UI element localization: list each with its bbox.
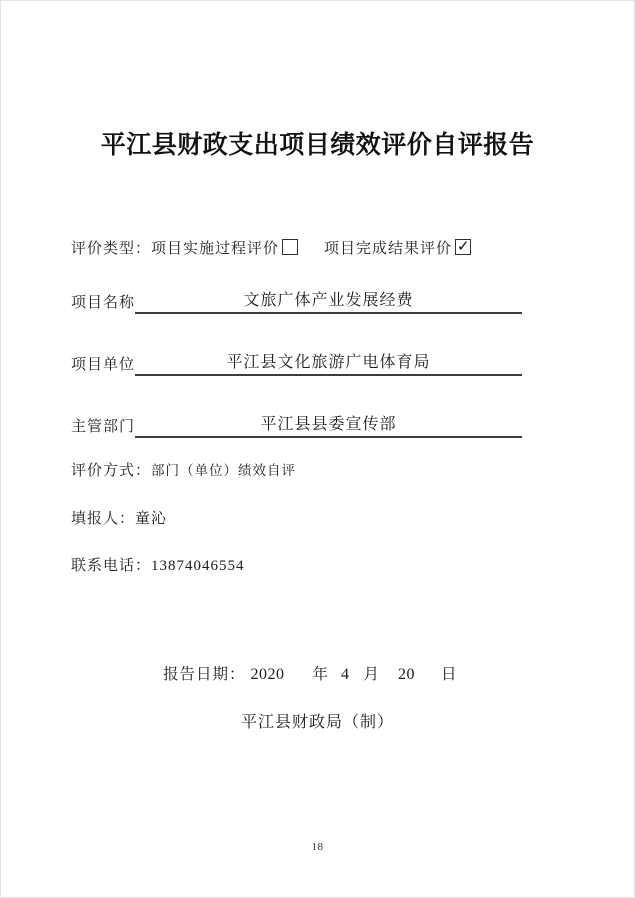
supervisor-dept-label: 主管部门	[71, 419, 136, 435]
project-name-value: 文旅广体产业发展经费	[135, 287, 522, 314]
supervisor-dept-value: 平江县县委宣传部	[135, 411, 522, 438]
report-date-label: 报告日期：	[163, 666, 246, 683]
reporter-value: 童沁	[135, 511, 168, 527]
phone-row	[71, 554, 245, 575]
eval-option-process-label: 项目实施过程评价	[151, 241, 280, 257]
eval-option-result	[324, 237, 471, 257]
page-number: 18	[311, 841, 324, 853]
report-date-row	[163, 662, 458, 684]
report-date-month: 4	[341, 666, 350, 683]
checkmark-icon: ✓	[457, 237, 470, 255]
project-unit-row	[71, 349, 522, 376]
checkbox-checked-icon	[455, 239, 471, 255]
eval-type-label: 评价类型：	[71, 241, 152, 257]
eval-option-process	[151, 241, 298, 257]
project-name-row	[71, 287, 522, 314]
issuer-line: 平江县财政局（制）	[240, 714, 394, 731]
phone-label: 联系电话：	[71, 558, 152, 574]
report-date-day: 20	[398, 666, 416, 683]
project-name-label: 项目名称	[71, 295, 136, 311]
eval-method-value: 部门（单位）绩效自评	[151, 463, 297, 478]
reporter-label: 填报人：	[71, 511, 136, 527]
eval-type-row	[71, 237, 471, 258]
eval-option-result-label: 项目完成结果评价	[324, 241, 453, 257]
report-date-month-unit: 月	[363, 666, 381, 683]
eval-method-row	[71, 459, 296, 480]
checkbox-unchecked-icon	[282, 239, 298, 255]
eval-method-label: 评价方式：	[71, 463, 152, 479]
supervisor-dept-row	[71, 411, 522, 438]
report-date-year-unit: 年	[312, 666, 330, 683]
phone-value: 13874046554	[151, 558, 245, 574]
project-unit-value: 平江县文化旅游广电体育局	[135, 349, 522, 376]
document-title: 平江县财政支出项目绩效评价自评报告	[100, 131, 535, 159]
report-date-year: 2020	[250, 666, 285, 683]
report-date-day-unit: 日	[441, 666, 458, 683]
project-unit-label: 项目单位	[71, 357, 136, 373]
reporter-row	[71, 507, 167, 528]
